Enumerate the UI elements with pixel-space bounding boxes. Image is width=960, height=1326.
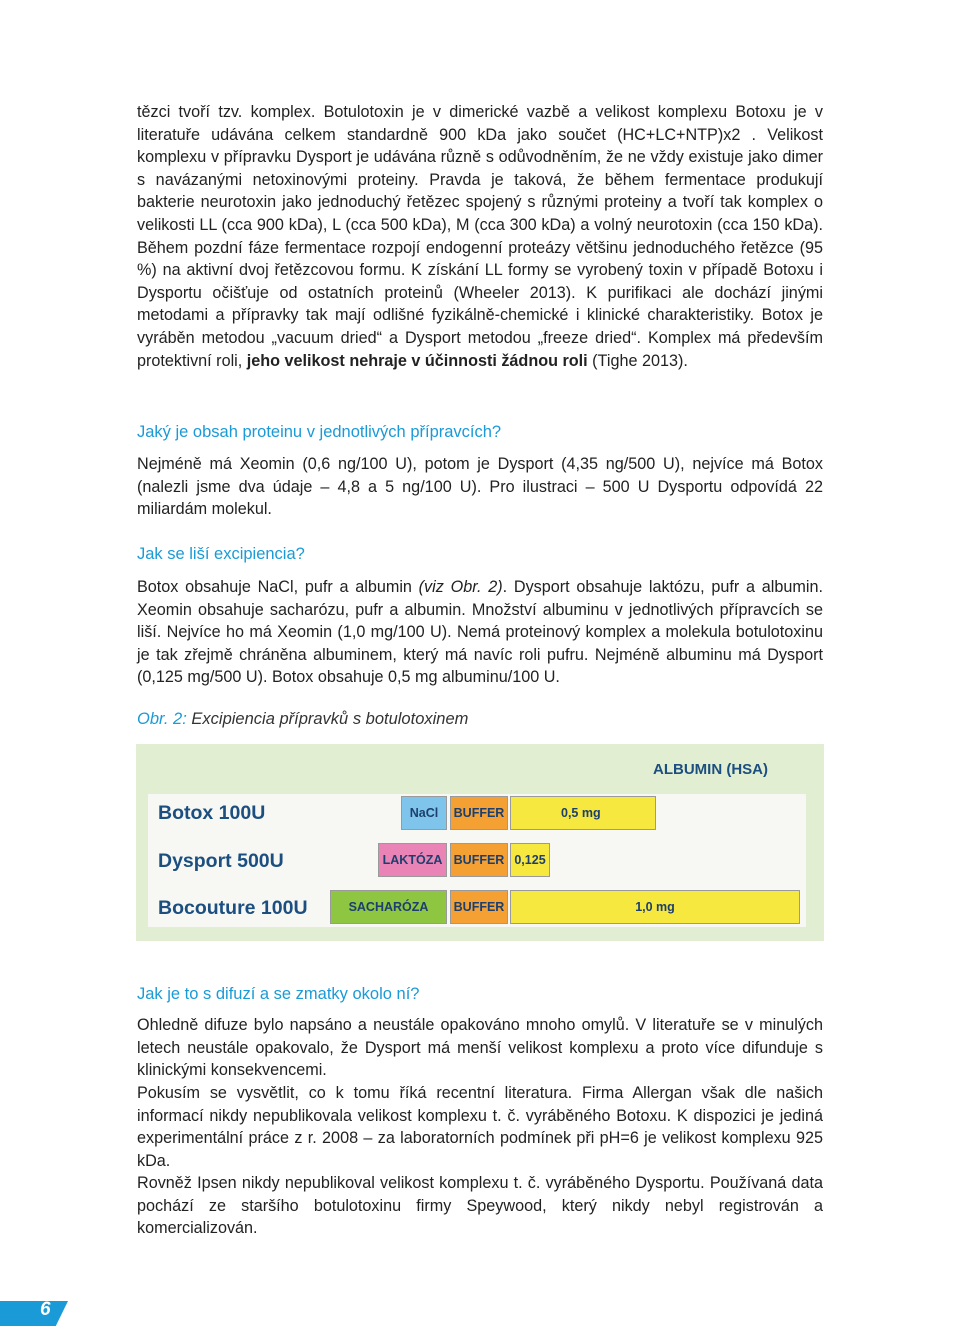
section-heading-excipients: Jak se liší excipiencia? [137,545,305,563]
row-label-bocouture: Bocouture 100U [158,897,308,919]
paragraph-excipients [137,576,823,689]
row-label-botox: Botox 100U [158,802,266,824]
paragraph-allergan: Pokusím se vysvětlit, co k tomu říká recentní literatura. Firma Allergan však dle našich informací nikdy nepublikovala velikost komplexu t. č. vyráběného Botoxu. K dispozici je jediná experimentální práce z r. 2008 – za laboratorních podmínek při pH=6 je velikost komplexu 925 kDa. [137,1084,823,1170]
figure-caption-text: Excipiencia přípravků s botulotoxinem [186,710,469,728]
footer-accent-bar [0,1301,68,1326]
box-albumin: 0,5 mg [510,796,656,830]
box-buffer: BUFFER [450,890,508,924]
section-heading-diffusion: Jak je to s difuzí a se zmatky okolo ní? [137,985,420,1003]
page-number: 6 [40,1299,51,1320]
box-nacl: NaCl [401,796,447,830]
row-label-dysport: Dysport 500U [158,850,284,872]
box-buffer: BUFFER [450,843,508,877]
box-albumin: 0,125 [510,843,550,877]
paragraph-text: tězci tvoří tzv. komplex. Botulotoxin je v dimerické vazbě a velikost komplexu Botoxu je v literatuře udávána celkem standardně 900 kDa jako součet (HC+LC+NTP)x2 . Velikost komplexu v přípravku Dysport je udávána různě s odůvodněním, že ne vždy existuje jako dimer s navázanými netoxinovými proteiny. Pravda je taková, že během fermentace produkují bakterie neurotoxin jako jednoduchý řetězec spojený s různými proteiny a tvoří tak komplex o velikosti LL (cca 900 kDa), L (cca 500 kDa), M (cca 300 kDa) a volný neurotoxin (cca 150 kDa). Během pozdní fáze fermentace rozpojí endogenní proteázy většinu jednoduchého řetězce (95 %) na aktivní dvoj řetězcovou formu. K získání LL formy se vyrobený toxin v případě Botoxu i Dysportu očišťuje od ostatních proteinů (Wheeler 2013). K purifikaci ale dochází jinými metodami a přípravky tak mají odlišné fyzikálně-chemické i klinické charakteristiky. Botox je vyráběn metodou „vacuum dried“ a Dysport metodou „freeze dried“. Komplex má především protektivní roli, [137,103,823,370]
excipients-figure [136,744,824,941]
paragraph-complex-size [137,101,823,372]
paragraph-protein-content: Nejméně má Xeomin (0,6 ng/100 U), potom je Dysport (4,35 ng/500 U), nejvíce má Botox (nalezli jsme dva údaje – 4,8 a 5 ng/100 U). Pro ilustraci – 500 U Dysportu odpovídá 22 miliardám molekul. [137,455,823,519]
paragraph-bold-text: jeho velikost nehraje v účinnosti žádnou roli [246,351,588,370]
paragraph-ipsen: Rovněž Ipsen nikdy nepublikoval velikost komplexu t. č. vyráběného Dysportu. Používaná data pochází ze staršího botulotoxinu firmy Speywood, který nikdy nebyl registrován a komercializován. [137,1174,823,1238]
figure-caption-label: Obr. 2: [137,710,187,728]
paragraph-text: Botox obsahuje NaCl, pufr a albumin [137,578,419,596]
paragraph-diffusion: Ohledně difuze bylo napsáno a neustále opakováno mnoho omylů. V literatuře se v minulých letech neustále opakovalo, že Dysport má menší velikost komplexu a proto více difunduje s klinickými konsekvencemi. [137,1016,823,1080]
box-laktoza: LAKTÓZA [378,843,447,877]
box-sacharoza: SACHARÓZA [330,890,447,924]
box-buffer: BUFFER [450,796,508,830]
figure-albumin-title: ALBUMIN (HSA) [653,761,768,778]
paragraph-text-end: . Dysport obsahuje laktózu, pufr a albumin. Xeomin obsahuje sacharózu, pufr a albumin. Množství albuminu v jednotlivých přípravcích se liší. Nejvíce ho má Xeomin (1,0 mg/100 U). Nemá proteinový komplex a molekula botulotoxinu je tak zřejmě chráněna albuminem, který má navíc roli pufru. Nejméně albuminu má Dysport (0,125 mg/500 U). Botox obsahuje 0,5 mg albuminu/100 U. [137,578,823,687]
box-albumin: 1,0 mg [510,890,800,924]
paragraph-text-end: (Tighe 2013). [587,351,688,370]
figure-panel [148,794,806,927]
figure-caption [137,708,468,730]
figure-reference: (viz Obr. 2) [418,578,503,596]
section-heading-protein: Jaký je obsah proteinu v jednotlivých přípravcích? [137,423,502,441]
